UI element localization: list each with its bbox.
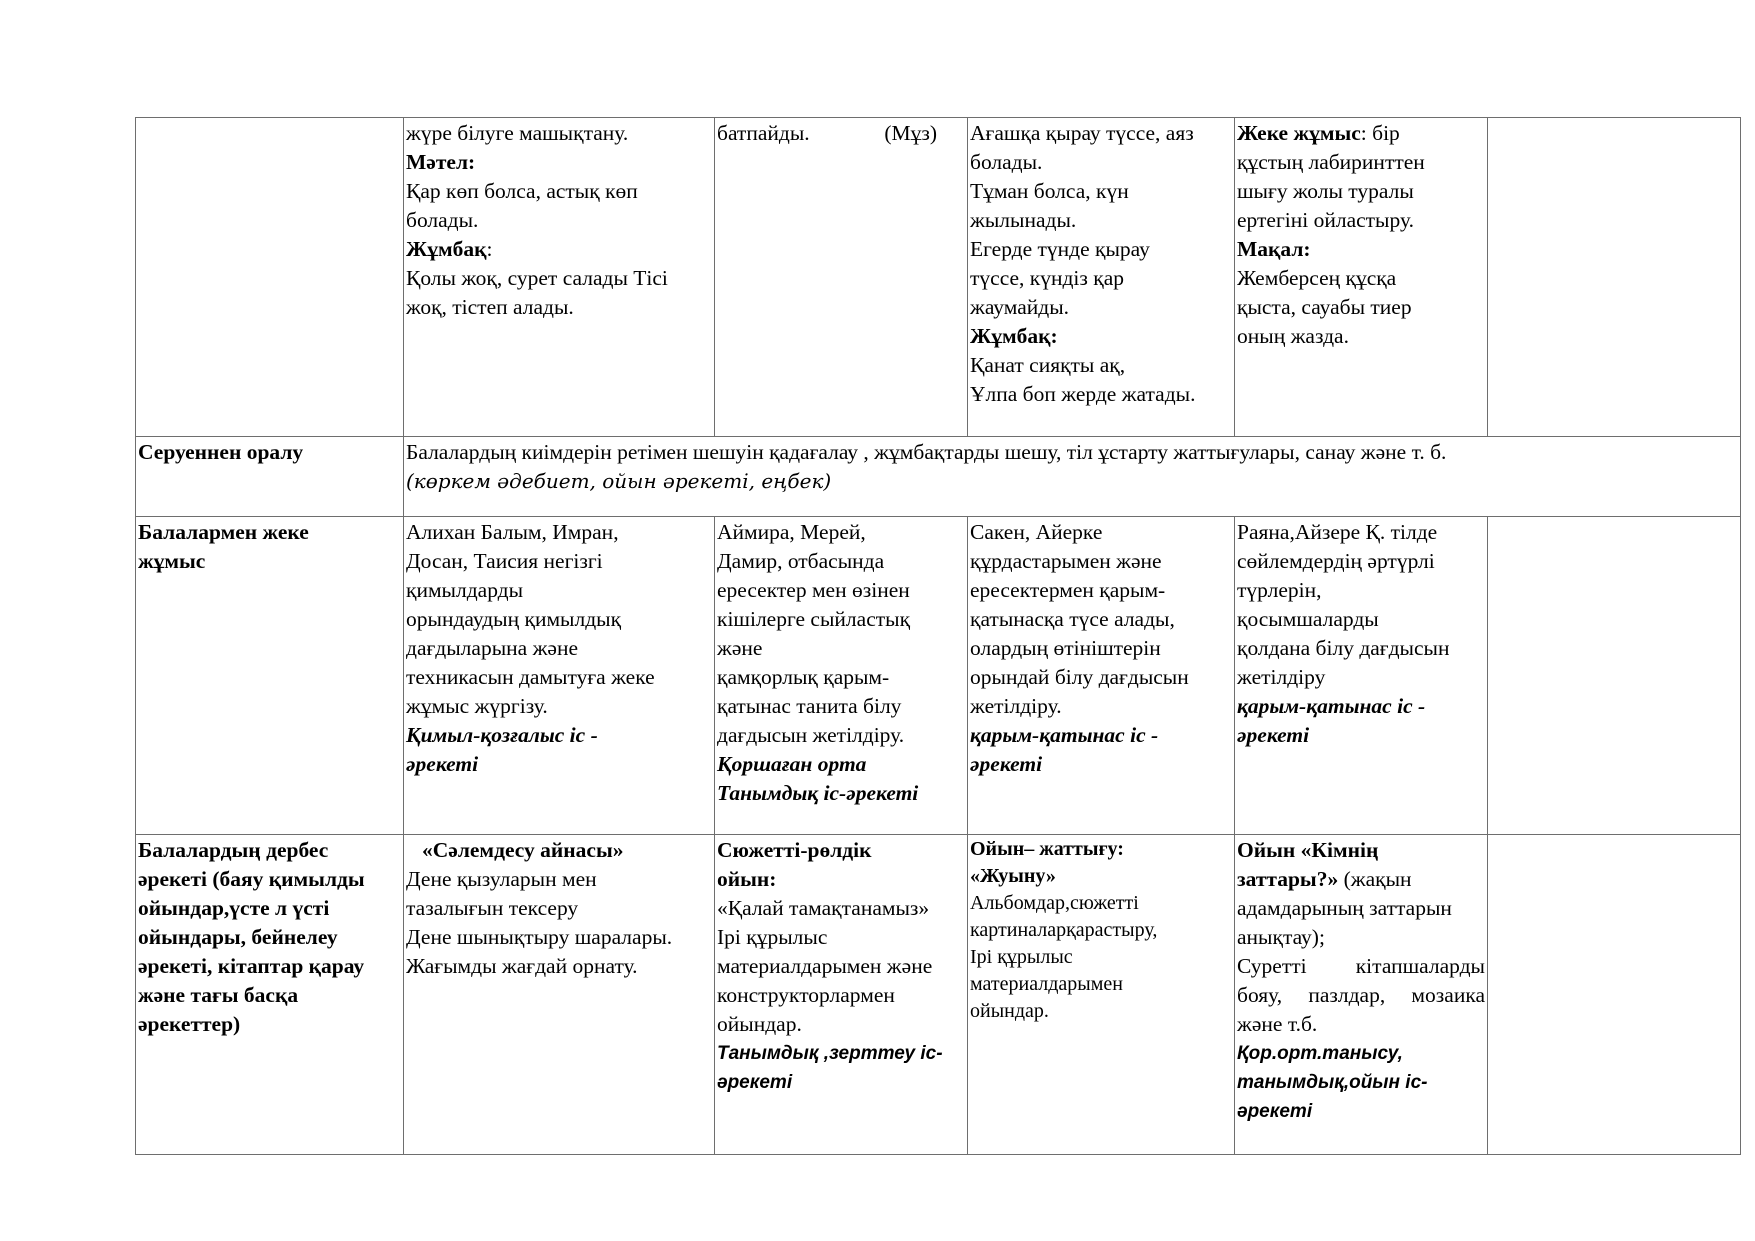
activity-tag: әрекеті — [717, 1072, 793, 1093]
cell-text: : бір — [1360, 121, 1400, 145]
cell-text: қатынасқа түсе алады, — [970, 607, 1175, 631]
cell-text: дағдысын жетілдіру. — [717, 723, 905, 747]
cell-text: жаумайды. — [970, 295, 1070, 319]
cell-text: және т.б. — [1237, 1012, 1318, 1036]
cell-r4-c4 — [1235, 835, 1488, 1155]
cell-r1-c4 — [1235, 118, 1488, 437]
cell-r1-c2 — [715, 118, 968, 437]
cell-text: ойындар. — [970, 1000, 1049, 1022]
cell-text: сөйлемдердің әртүрлі — [1237, 549, 1435, 573]
cell-text: түссе, күндіз қар — [970, 266, 1125, 290]
activity-tag: әрекеті — [406, 752, 479, 776]
table-row — [136, 118, 1741, 437]
game-title: ойын: — [717, 867, 777, 891]
cell-text: қимылдарды — [406, 578, 524, 602]
cell-r3-c4 — [1235, 517, 1488, 835]
cell-r2-merged — [404, 437, 1741, 517]
cell-text: Қар көп болса, астық көп — [406, 179, 638, 203]
cell-text: орындаудың қимылдық — [406, 607, 622, 631]
cell-text: болады. — [406, 208, 479, 232]
cell-text: Жемберсең құсқа — [1237, 266, 1397, 290]
row-label-text: ойындары, бейнелеу — [138, 925, 338, 949]
cell-text: Ағашқа қырау түссе, аяз — [970, 121, 1194, 145]
cell-r4-c3 — [968, 835, 1235, 1155]
row-label — [136, 835, 404, 1155]
cell-text: ересектермен қарым- — [970, 578, 1166, 602]
game-title: Сюжетті-рөлдік — [717, 838, 872, 862]
activity-tag: қарым-қатынас іс - — [970, 723, 1159, 747]
activity-tag: Қор.орт.танысу, — [1237, 1043, 1403, 1064]
riddle-answer: (Мұз) — [884, 121, 937, 145]
table-row — [136, 437, 1741, 517]
individual-work-heading: Жеке жұмыс — [1237, 121, 1361, 145]
row-label-text: әрекеті (баяу қимылды — [138, 867, 365, 891]
cell-text: олардың өтініштерін — [970, 636, 1161, 660]
cell-r4-c1 — [404, 835, 715, 1155]
cell-text: картиналарқарастыру, — [970, 919, 1158, 941]
activity-tag: танымдық,ойын іс- — [1237, 1072, 1428, 1093]
cell-text: кішілерге сыйластық — [717, 607, 911, 631]
cell-text: Альбомдар,сюжетті — [970, 892, 1139, 914]
cell-text: жетілдіру — [1237, 665, 1326, 689]
cell-text: жетілдіру. — [970, 694, 1062, 718]
cell-text: ойындар. — [717, 1012, 802, 1036]
cell-text: техникасын дамытуға жеке — [406, 665, 655, 689]
cell-text: адамдарының заттарын — [1237, 896, 1452, 920]
cell-r4-c2 — [715, 835, 968, 1155]
cell-text: жоқ, тістеп алады. — [406, 295, 574, 319]
row-label-text: Балалармен жеке — [138, 520, 309, 544]
riddle-heading: Жұмбақ: — [970, 324, 1058, 348]
activity-tag: әрекеті — [970, 752, 1043, 776]
plan-table — [135, 117, 1741, 1155]
cell-text: Тұман болса, күн — [970, 179, 1129, 203]
cell-text: тазалығын тексеру — [406, 896, 579, 920]
cell-r1-c5 — [1488, 118, 1741, 437]
cell-text: қолдана білу дағдысын — [1237, 636, 1450, 660]
cell-text: : — [486, 237, 493, 261]
cell-text: Қолы жоқ, сурет салады Тісі — [406, 266, 668, 290]
cell-r3-c5 — [1488, 517, 1741, 835]
cell-text: Аймира, Мерей, — [717, 520, 866, 544]
cell-text: жүре білуге машықтану. — [406, 121, 629, 145]
activity-tag: Танымдық ,зерттеу іс- — [717, 1043, 943, 1064]
table-row — [136, 835, 1741, 1155]
cell-text: Дене шынықтыру шаралары. — [406, 925, 673, 949]
riddle-heading: Жұмбақ — [406, 237, 487, 261]
cell-text: (жақын — [1338, 867, 1412, 891]
row-label-text: Серуеннен оралу — [138, 440, 304, 464]
cell-text: дағдыларына және — [406, 636, 579, 660]
cell-text: Сакен, Айерке — [970, 520, 1103, 544]
cell-text: Балалардың киімдерін ретімен шешуін қадағалау , жұмбақтарды шешу, тіл ұстарту жаттығулары, санау және т. б. — [406, 440, 1447, 464]
cell-text: қамқорлық қарым- — [717, 665, 890, 689]
activity-tag: Қоршаған орта — [717, 752, 867, 776]
cell-text: Раяна,Айзере Қ. тілде — [1237, 520, 1438, 544]
activity-tag: әрекеті — [1237, 723, 1310, 747]
cell-text: бояу, пазлдар, мозаика — [1237, 983, 1485, 1007]
cell-text: болады. — [970, 150, 1043, 174]
activity-tag: Танымдық іс-әрекеті — [717, 781, 919, 805]
cell-text: қатынас танита білу — [717, 694, 902, 718]
game-title: заттары?» — [1237, 867, 1339, 891]
cell-text: ертегіні ойластыру. — [1237, 208, 1414, 232]
row-label-text: әрекеті, кітаптар қарау — [138, 954, 365, 978]
cell-text: шығу жолы туралы — [1237, 179, 1414, 203]
cell-text: қыста, сауабы тиер — [1237, 295, 1412, 319]
row-label — [136, 437, 404, 517]
activity-tag: әрекеті — [1237, 1101, 1313, 1122]
cell-text: Дамир, отбасында — [717, 549, 885, 573]
activity-tag: Қимыл-қозғалыс іс - — [406, 723, 598, 747]
row-label — [136, 517, 404, 835]
table-row — [136, 517, 1741, 835]
cell-text: Ұлпа боп жерде жатады. — [970, 382, 1196, 406]
cell-text: қосымшаларды — [1237, 607, 1379, 631]
cell-text: түрлерін, — [1237, 578, 1322, 602]
cell-text: Ірі құрылыс — [970, 946, 1073, 968]
row-label-text: жұмыс — [138, 549, 206, 573]
game-title: «Жуыну» — [970, 865, 1056, 887]
cell-text: жылынады. — [970, 208, 1077, 232]
row-label-empty — [136, 118, 404, 437]
row-label-text: ойындар,үсте л үсті — [138, 896, 330, 920]
cell-r3-c1 — [404, 517, 715, 835]
cell-r4-c5 — [1488, 835, 1741, 1155]
cell-text: Егерде түнде қырау — [970, 237, 1150, 261]
cell-text: Қанат сияқты ақ, — [970, 353, 1126, 377]
cell-r3-c2 — [715, 517, 968, 835]
game-title: Ойын– жаттығу: — [970, 838, 1124, 860]
row-label-text: және тағы басқа — [138, 983, 299, 1007]
cell-text: Жағымды жағдай орнату. — [406, 954, 638, 978]
row-label-text: Балалардың дербес — [138, 838, 329, 862]
cell-r1-c1 — [404, 118, 715, 437]
cell-text: Дене қызуларын мен — [406, 867, 597, 891]
cell-r1-c3 — [968, 118, 1235, 437]
proverb-heading: Мәтел: — [406, 150, 476, 174]
cell-text: анықтау); — [1237, 925, 1325, 949]
cell-text: батпайды. — [717, 121, 810, 145]
cell-r3-c3 — [968, 517, 1235, 835]
cell-text: оның жазда. — [1237, 324, 1349, 348]
game-title: Ойын «Кімнің — [1237, 838, 1379, 862]
proverb-heading: Мақал: — [1237, 237, 1311, 261]
cell-text: Алихан Балым, Имран, — [406, 520, 619, 544]
game-title: «Сәлемдесу айнасы» — [422, 838, 624, 862]
cell-text: құрдастарымен және — [970, 549, 1162, 573]
cell-text: Досан, Таисия негізгі — [406, 549, 603, 573]
cell-text: материалдарымен — [970, 973, 1123, 995]
cell-text: Суретті кітапшаларды — [1237, 954, 1485, 978]
cell-text: «Қалай тамақтанамыз» — [717, 896, 930, 920]
row-label-text: әрекеттер) — [138, 1012, 241, 1036]
cell-text: Ірі құрылыс — [717, 925, 828, 949]
cell-text: ересектер мен өзінен — [717, 578, 910, 602]
cell-text: жұмыс жүргізу. — [406, 694, 548, 718]
cell-text: және — [717, 636, 763, 660]
cell-text: құстың лабиринттен — [1237, 150, 1425, 174]
cell-text: материалдарымен және — [717, 954, 933, 978]
activity-tag: (көркем әдебиет, ойын әрекеті, еңбек) — [406, 469, 832, 493]
cell-text: орындай білу дағдысын — [970, 665, 1189, 689]
cell-text: конструкторлармен — [717, 983, 895, 1007]
activity-tag: қарым-қатынас іс - — [1237, 694, 1426, 718]
